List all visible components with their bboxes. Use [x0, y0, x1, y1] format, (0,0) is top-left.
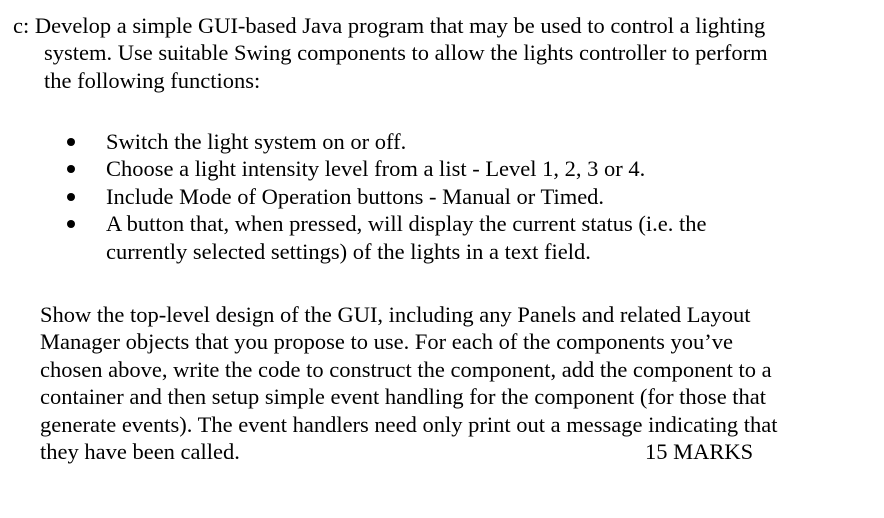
question-intro: [13, 12, 843, 94]
requirement-text: Switch the light system on or off.: [106, 129, 407, 154]
bullet-icon: [67, 165, 75, 173]
requirements-list: [0, 128, 884, 265]
requirement-text: currently selected settings) of the lights in a text field.: [106, 238, 591, 264]
requirement-text: A button that, when pressed, will display the current status (i.e. the: [106, 211, 707, 237]
requirement-item: [0, 183, 806, 210]
bullet-icon: [67, 220, 75, 228]
intro-line: c: Develop a simple GUI-based Java program that may be used to control a lighting: [13, 13, 766, 38]
paragraph-line: generate events). The event handlers need only print out a message indicating that: [40, 411, 778, 437]
marks-label: 15 MARKS: [645, 439, 754, 464]
requirement-item: [0, 210, 806, 265]
requirement-item: [0, 155, 806, 182]
requirement-item: [0, 128, 806, 155]
bullet-icon: [67, 193, 75, 201]
requirement-text: Include Mode of Operation buttons - Manual or Timed.: [106, 183, 605, 209]
intro-line: system. Use suitable Swing components to allow the lights controller to perform: [44, 40, 768, 66]
paragraph-line: they have been called.: [40, 439, 240, 465]
bullet-icon: [67, 138, 75, 146]
paragraph-line: Manager objects that you propose to use. For each of the components you’ve: [40, 329, 733, 355]
paragraph-line: Show the top-level design of the GUI, including any Panels and related Layout: [40, 302, 751, 327]
paragraph-line: chosen above, write the code to construct the component, add the component to a: [40, 356, 772, 382]
paragraph-line: container and then setup simple event handling for the component (for those that: [40, 384, 767, 410]
intro-line: the following functions:: [44, 67, 261, 93]
requirement-text: Choose a light intensity level from a list - Level 1, 2, 3 or 4.: [106, 156, 646, 182]
